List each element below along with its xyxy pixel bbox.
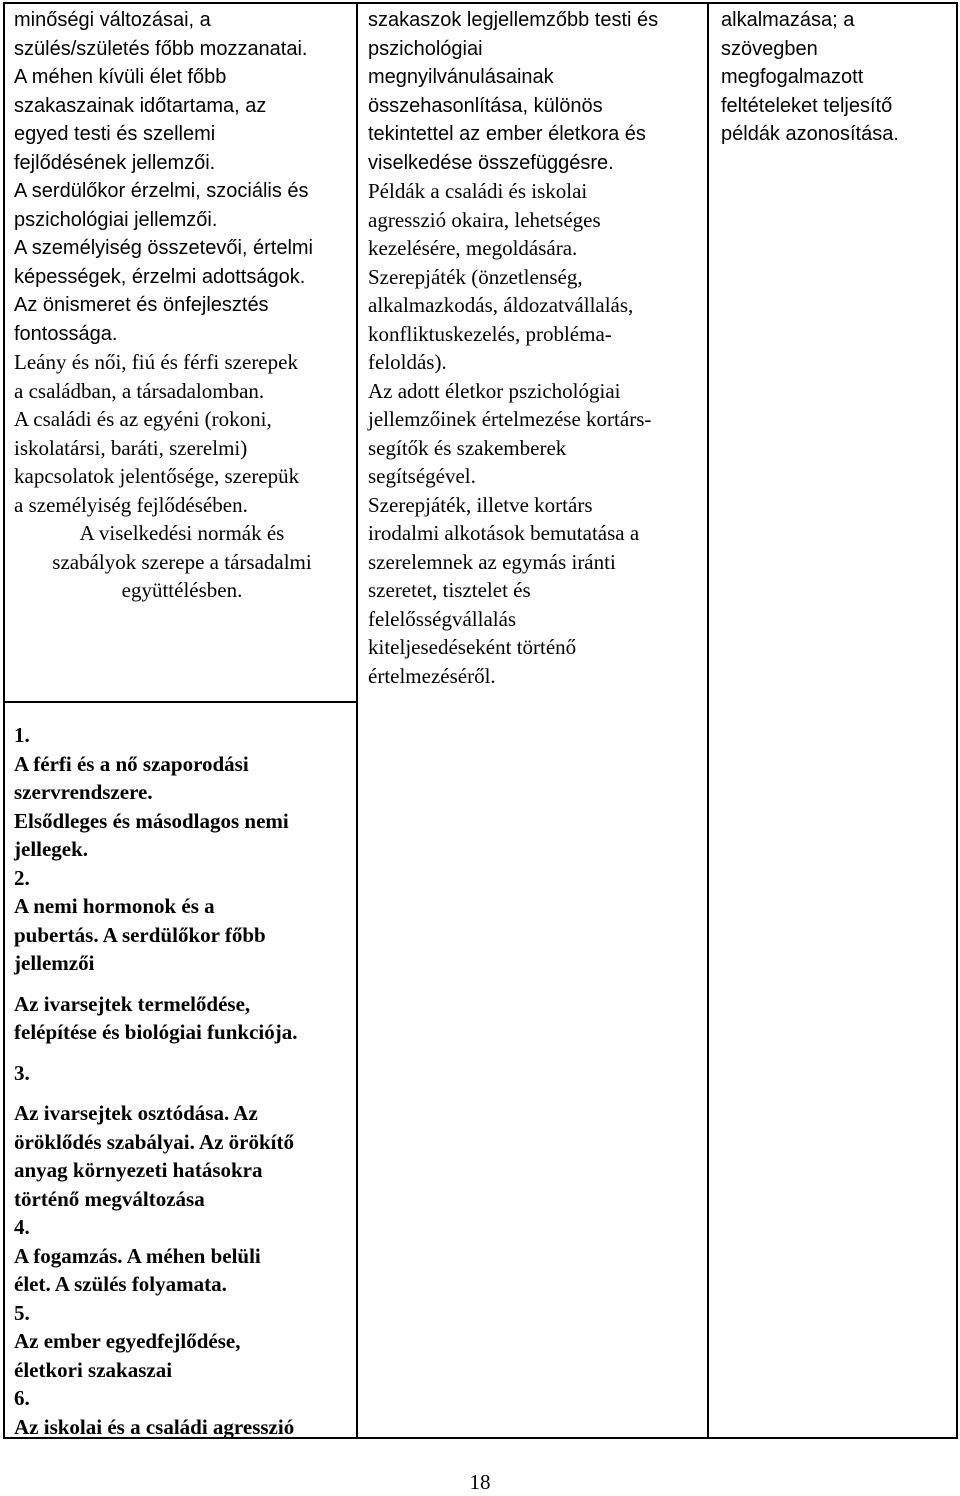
- topic-number: 3.: [14, 1060, 30, 1085]
- text-line: felelősségvállalás: [368, 606, 517, 631]
- topic-number: 1.: [14, 723, 30, 747]
- text-line: egyed testi és szellemi: [14, 123, 216, 145]
- text-line: jellemzőinek értelmezése kortárs-: [368, 407, 652, 431]
- text-line: szabályok szerepe a társadalmi: [52, 549, 312, 574]
- cell-requirements: [721, 6, 951, 149]
- text-line: történő megváltozása: [14, 1186, 205, 1211]
- text-line: feltételeket teljesítő: [721, 94, 893, 117]
- activities-description-serif: [368, 177, 702, 690]
- text-line: élet. A szülés folyamata.: [14, 1272, 227, 1296]
- cell-topics-list: [14, 721, 350, 1441]
- row-divider: [5, 701, 356, 703]
- text-line: szeretet, tisztelet és: [368, 578, 531, 602]
- text-line: példák azonosítása.: [721, 123, 899, 145]
- text-line: anyag környezeti hatásokra: [14, 1158, 263, 1182]
- text-line: értelmezéséről.: [368, 663, 496, 688]
- topics-description-serif: [14, 348, 350, 519]
- text-line: Az iskolai és a családi agresszió: [14, 1414, 295, 1439]
- text-line: irodalmi alkotások bemutatása a: [368, 521, 640, 545]
- text-line: Az ember egyedfejlődése,: [14, 1329, 241, 1353]
- text-line: iskolatársi, baráti, szerelmi): [14, 435, 248, 460]
- text-line: Példák a családi és iskolai: [368, 179, 588, 203]
- text-line: A nemi hormonok és a: [14, 894, 215, 918]
- cell-activities: [368, 6, 702, 690]
- text-line: szövegben: [721, 37, 818, 60]
- text-line: kapcsolatok jelentősége, szerepük: [14, 464, 300, 488]
- text-line: Szerepjáték (önzetlenség,: [368, 264, 583, 289]
- text-line: öröklődés szabályai. Az örökítő: [14, 1129, 295, 1154]
- curriculum-table: [3, 2, 958, 1439]
- text-line: életkori szakaszai: [14, 1357, 173, 1382]
- page-number: 18: [469, 1470, 491, 1494]
- text-line: segítségével.: [368, 464, 476, 488]
- text-line: szakaszainak időtartama, az: [14, 94, 267, 117]
- activities-description-sans: [368, 6, 702, 177]
- text-line: A családi és az egyéni (rokoni,: [14, 407, 272, 431]
- text-line: A személyiség összetevői, értelmi: [14, 237, 314, 259]
- topics-description-centered: [14, 519, 350, 605]
- text-line: minőségi változásai, a: [14, 9, 211, 31]
- topic-number: 6.: [14, 1386, 30, 1410]
- text-line: A férfi és a nő szaporodási: [14, 751, 249, 776]
- text-line: megfogalmazott: [721, 66, 864, 88]
- text-line: pubertás. A serdülőkor főbb: [14, 922, 266, 947]
- text-line: segítők és szakemberek: [368, 435, 567, 460]
- text-line: szülés/születés főbb mozzanatai.: [14, 37, 308, 60]
- text-line: A serdülőkor érzelmi, szociális és: [14, 180, 309, 202]
- text-line: a személyiség fejlődésében.: [14, 492, 248, 517]
- text-line: fontossága.: [14, 322, 118, 345]
- text-line: Az önismeret és önfejlesztés: [14, 294, 269, 316]
- text-line: összehasonlítása, különös: [368, 94, 603, 117]
- topic-number: 2.: [14, 865, 30, 890]
- text-line: Szerepjáték, illetve kortárs: [368, 492, 593, 517]
- cell-topics-top: [14, 6, 350, 605]
- topics-description-sans: [14, 6, 350, 348]
- text-line: A méhen kívüli élet főbb: [14, 66, 227, 88]
- text-line: szerelemnek az egymás iránti: [368, 549, 616, 574]
- text-line: kezelésére, megoldására.: [368, 236, 578, 260]
- text-line: felépítése és biológiai funkciója.: [14, 1020, 298, 1044]
- text-line: Az ivarsejtek osztódása. Az: [14, 1101, 258, 1125]
- text-line: A viselkedési normák és: [79, 521, 285, 545]
- text-line: agresszió okaira, lehetséges: [368, 207, 601, 232]
- text-line: szervrendszere.: [14, 780, 153, 804]
- text-line: Leány és női, fiú és férfi szerepek: [14, 350, 298, 374]
- text-line: szakaszok legjellemzőbb testi és: [368, 9, 659, 31]
- text-line: alkalmazása; a: [721, 9, 855, 31]
- text-line: fejlődésének jellemzői.: [14, 151, 216, 174]
- text-line: pszichológiai jellemzői.: [14, 208, 218, 231]
- text-line: feloldás).: [368, 350, 447, 374]
- column-divider-1: [356, 4, 358, 1437]
- column-divider-2: [707, 4, 709, 1437]
- text-line: pszichológiai: [368, 37, 483, 60]
- text-line: jellemzői: [14, 951, 95, 975]
- text-line: Az ivarsejtek termelődése,: [14, 991, 251, 1016]
- text-line: A fogamzás. A méhen belüli: [14, 1243, 261, 1268]
- text-line: jellegek.: [14, 837, 89, 861]
- text-line: együttélésben.: [121, 578, 243, 602]
- text-line: a családban, a társadalomban.: [14, 378, 265, 403]
- topic-number: 4.: [14, 1215, 30, 1239]
- text-line: Az adott életkor pszichológiai: [368, 378, 621, 403]
- text-line: kiteljesedéseként történő: [368, 635, 577, 659]
- text-line: viselkedése összefüggésre.: [368, 151, 614, 174]
- text-line: tekintettel az ember életkora és: [368, 123, 646, 145]
- text-line: megnyilvánulásainak: [368, 66, 554, 88]
- topic-number: 5.: [14, 1300, 30, 1325]
- text-line: képességek, érzelmi adottságok.: [14, 265, 306, 288]
- text-line: alkalmazkodás, áldozatvállalás,: [368, 293, 634, 317]
- text-line: konfliktuskezelés, probléma-: [368, 321, 612, 346]
- text-line: Elsődleges és másodlagos nemi: [14, 808, 289, 833]
